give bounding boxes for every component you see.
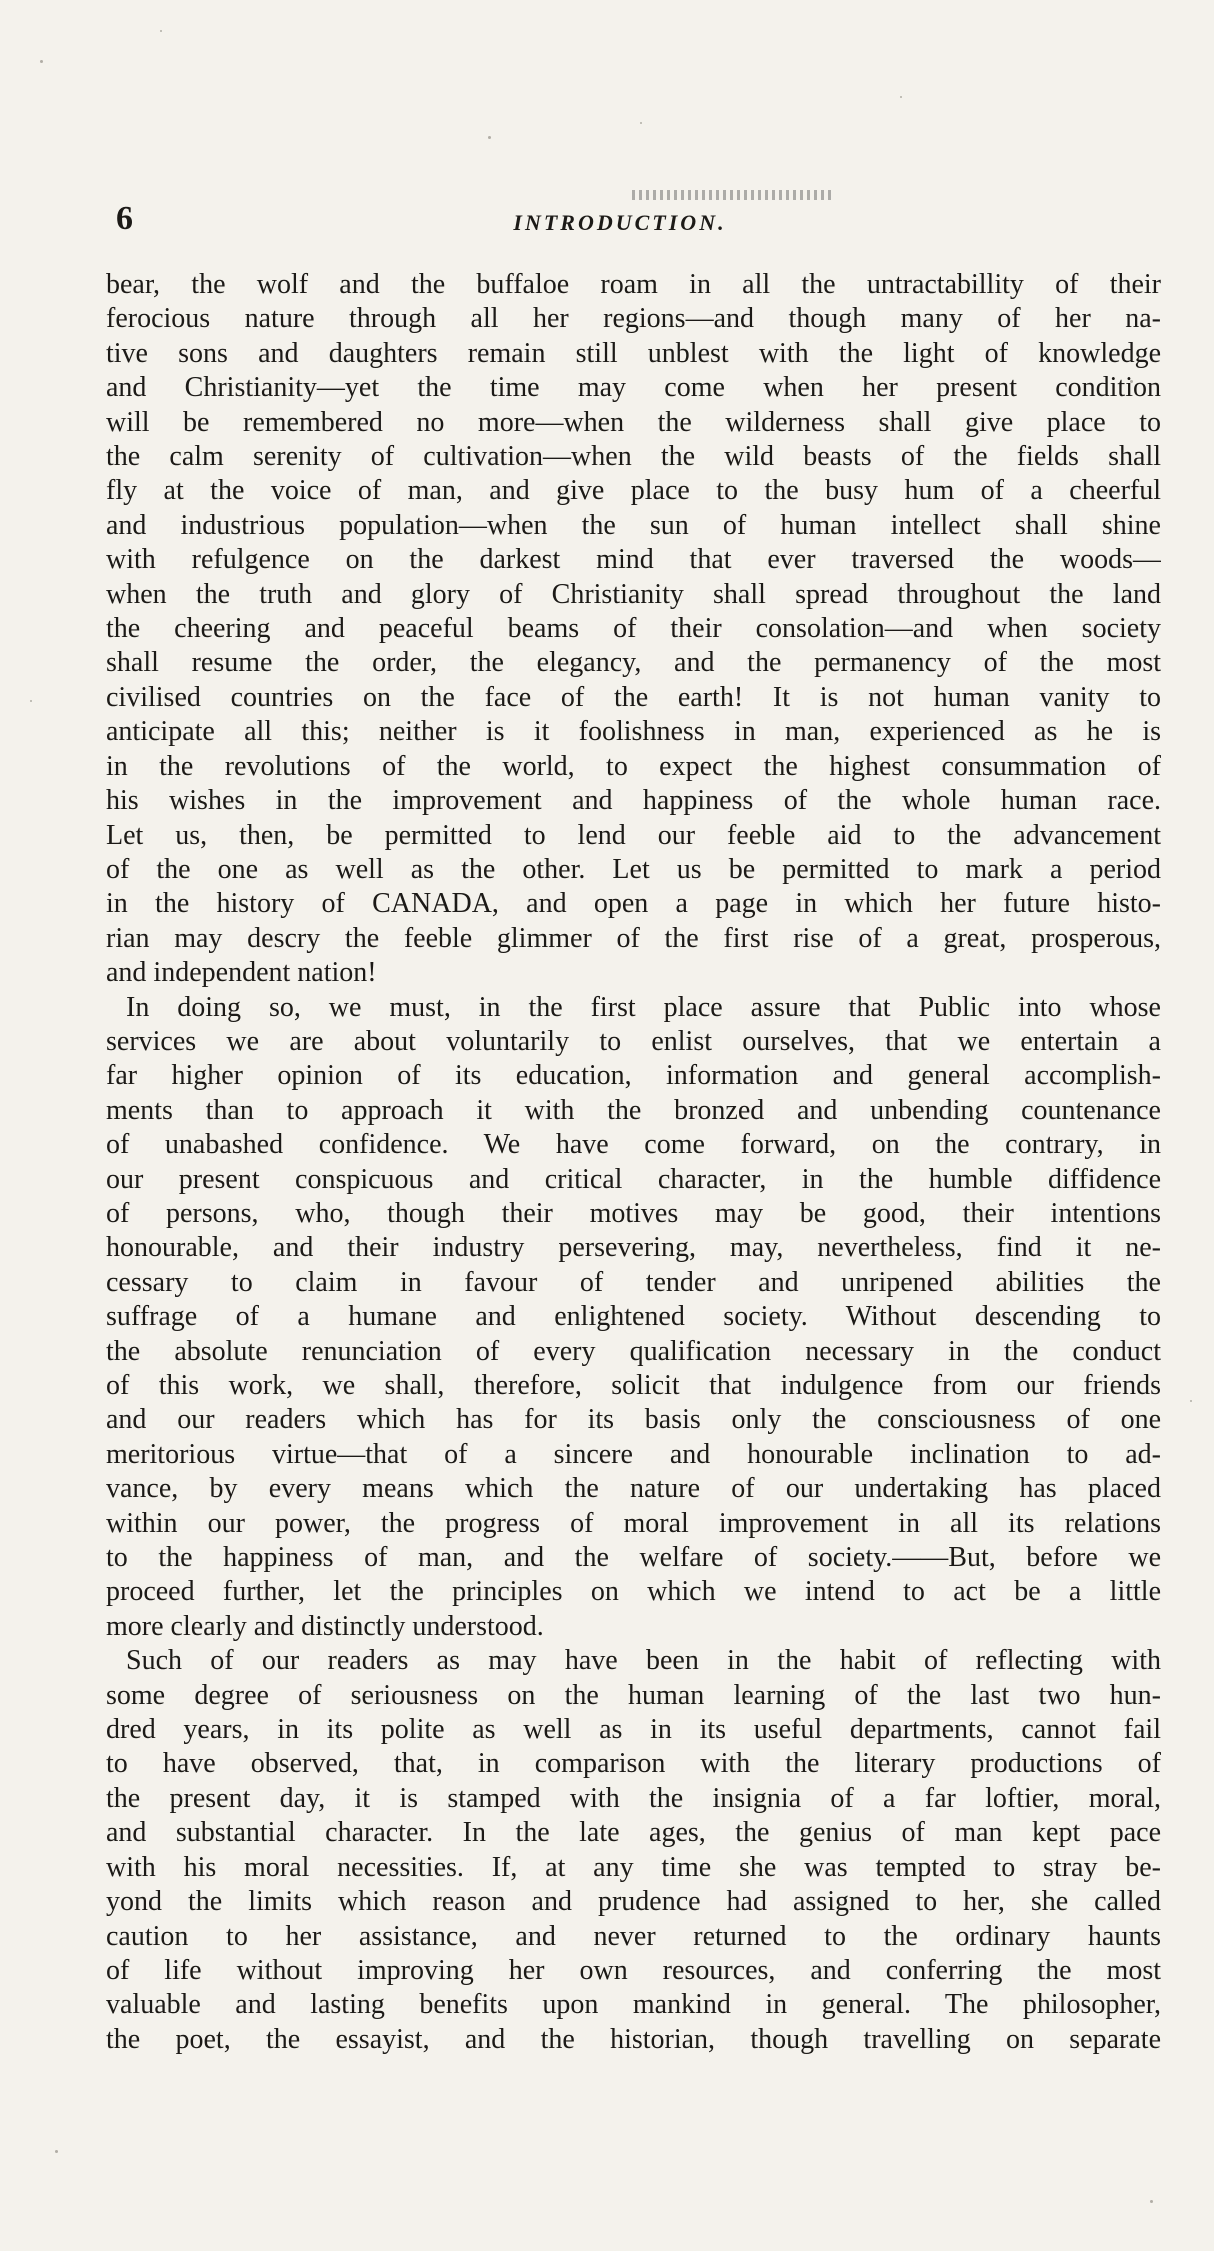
text-line: and industrious population—when the sun of human intellect shall shine [106, 509, 1161, 541]
text-line: shall resume the order, the elegancy, and the permanency of the most [106, 647, 1161, 679]
text-line: caution to her assistance, and never returned to the ordinary haunts [106, 1920, 1161, 1952]
print-speck [1190, 1400, 1192, 1402]
text-line: to have observed, that, in comparison with the literary productions of [106, 1748, 1161, 1780]
text-line: Let us, then, be permitted to lend our feeble aid to the advancement [106, 819, 1161, 851]
text-line: valuable and lasting benefits upon mankind in general. The philosopher, [106, 1989, 1161, 2021]
text-line: and independent nation! [106, 957, 377, 989]
print-speck [640, 122, 642, 124]
text-line: of persons, who, though their motives may be good, their intentions [106, 1197, 1161, 1229]
text-line: the cheering and peaceful beams of their consolation—and when society [106, 613, 1161, 645]
text-line: anticipate all this; neither is it foolishness in man, experienced as he is [106, 716, 1161, 748]
text-line: fly at the voice of man, and give place to the busy hum of a cheerful [106, 475, 1161, 507]
text-line: the present day, it is stamped with the insignia of a far loftier, moral, [106, 1782, 1161, 1814]
text-line: of life without improving her own resources, and conferring the most [106, 1954, 1161, 1986]
print-speck [40, 60, 43, 63]
text-line: Such of our readers as may have been in the habit of reflecting with [126, 1645, 1161, 1677]
text-line: of this work, we shall, therefore, solicit that indulgence from our friends [106, 1370, 1161, 1401]
text-line: proceed further, let the principles on which we intend to act be a little [106, 1576, 1161, 1608]
page-number: 6 [116, 200, 133, 237]
text-line: more clearly and distinctly understood. [106, 1610, 544, 1642]
text-line: far higher opinion of its education, information and general accomplish- [106, 1060, 1161, 1092]
text-line: the calm serenity of cultivation—when the wild beasts of the fields shall [106, 441, 1161, 473]
text-line: to the happiness of man, and the welfare of society.——But, before we [106, 1542, 1161, 1574]
text-line: services we are about voluntarily to enlist ourselves, that we entertain a [106, 1025, 1161, 1057]
text-line: rian may descry the feeble glimmer of the first rise of a great, prosperous, [106, 922, 1161, 954]
text-line: and substantial character. In the late ages, the genius of man kept pace [106, 1817, 1161, 1849]
print-speck [1150, 2200, 1153, 2203]
text-line: some degree of seriousness on the human learning of the last two hun- [106, 1679, 1161, 1711]
paragraph [106, 1644, 1161, 2057]
paragraph [106, 991, 1161, 1645]
text-line: and our readers which has for its basis only the consciousness of one [106, 1404, 1161, 1436]
print-speck [55, 2150, 58, 2153]
text-line: ments than to approach it with the bronzed and unbending countenance [106, 1094, 1161, 1126]
text-line: the absolute renunciation of every qualification necessary in the conduct [106, 1335, 1161, 1367]
text-line: yond the limits which reason and prudence had assigned to her, she called [106, 1886, 1161, 1918]
text-line: suffrage of a humane and enlightened society. Without descending to [106, 1301, 1161, 1333]
text-line: with refulgence on the darkest mind that ever traversed the woods— [106, 544, 1161, 576]
text-line: in the history of CANADA, and open a page in which her future histo- [106, 888, 1161, 920]
text-line: within our power, the progress of moral improvement in all its relations [106, 1507, 1161, 1539]
text-line: in the revolutions of the world, to expect the highest consummation of [106, 750, 1161, 782]
body-text [106, 268, 1161, 2057]
text-line: In doing so, we must, in the first place assure that Public into whose [126, 991, 1161, 1023]
running-head: INTRODUCTION. [513, 210, 727, 235]
page-header [112, 200, 1128, 248]
text-line: civilised countries on the face of the earth! It is not human vanity to [106, 681, 1161, 713]
text-line: meritorious virtue—that of a sincere and honourable inclination to ad- [106, 1438, 1161, 1470]
text-line: ferocious nature through all her regions—and though many of her na- [106, 303, 1161, 335]
header-ornament [632, 190, 832, 200]
text-line: dred years, in its polite as well as in its useful departments, cannot fail [106, 1714, 1161, 1746]
text-line: bear, the wolf and the buffaloe roam in all the untractabillity of their [106, 269, 1161, 300]
text-line: the poet, the essayist, and the historian, though travelling on separate [106, 2023, 1161, 2055]
text-line: our present conspicuous and critical character, in the humble diffidence [106, 1163, 1161, 1195]
print-speck [160, 30, 162, 32]
text-line: and Christianity—yet the time may come when her present condition [106, 372, 1161, 404]
text-line: when the truth and glory of Christianity shall spread throughout the land [106, 578, 1161, 610]
text-line: his wishes in the improvement and happiness of the whole human race. [106, 785, 1161, 817]
text-line: vance, by every means which the nature of our undertaking has placed [106, 1473, 1161, 1505]
text-line: with his moral necessities. If, at any time she was tempted to stray be- [106, 1851, 1161, 1883]
text-line: of the one as well as the other. Let us be permitted to mark a period [106, 853, 1161, 885]
print-speck [30, 700, 32, 702]
print-speck [900, 96, 902, 98]
text-line: cessary to claim in favour of tender and unripened abilities the [106, 1266, 1161, 1298]
text-line: will be remembered no more—when the wilderness shall give place to [106, 406, 1161, 438]
paragraph [106, 268, 1161, 991]
text-line: honourable, and their industry persevering, may, nevertheless, find it ne- [106, 1232, 1161, 1264]
text-line: of unabashed confidence. We have come forward, on the contrary, in [106, 1129, 1161, 1161]
print-speck [488, 136, 491, 139]
text-line: tive sons and daughters remain still unblest with the light of knowledge [106, 337, 1161, 369]
